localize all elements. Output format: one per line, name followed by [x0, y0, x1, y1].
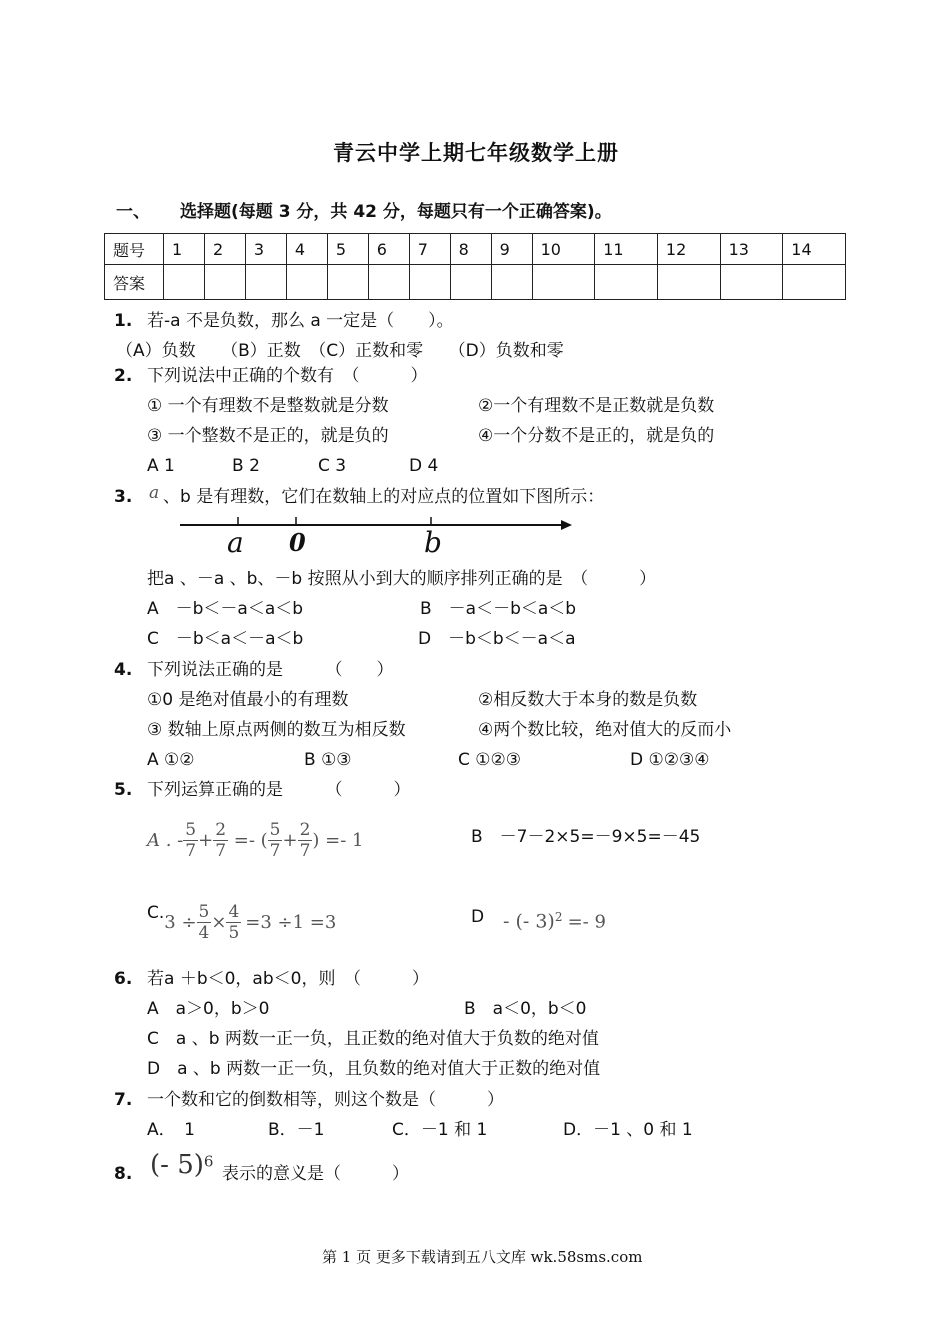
q5-a-plus: +	[198, 830, 214, 851]
q6-stem: 若a ＋b＜0，ab＜0，则 （ ）	[147, 969, 429, 989]
answer-cell[interactable]	[204, 265, 245, 300]
fraction-denominator: 4	[198, 923, 210, 943]
fraction-numerator: 4	[228, 902, 240, 922]
q4-option-a: A ①②	[147, 750, 195, 770]
answer-table-answer-row	[105, 265, 846, 300]
q2-stem: 下列说法中正确的个数有 （ ）	[147, 366, 428, 386]
q3-number: 3.	[114, 487, 133, 507]
answer-table	[104, 233, 846, 300]
answer-table-number: 7	[409, 234, 450, 265]
answer-table-number: 12	[657, 234, 720, 265]
q5-a-fraction-1	[183, 820, 198, 861]
q5-option-d	[503, 910, 606, 932]
q5-c-tail: =3 ÷1 =3	[245, 912, 337, 933]
q4-statement-3: ③ 数轴上原点两侧的数互为相反数	[147, 720, 406, 740]
q6-option-b: B a＜0，b＜0	[464, 999, 587, 1019]
q2-statement-1: ① 一个有理数不是整数就是分数	[147, 396, 389, 416]
q4-statement-4: ④两个数比较，绝对值大的反而小	[478, 720, 732, 740]
q2-statement-4: ④一个分数不是正的，就是负的	[478, 426, 715, 446]
q5-option-c	[147, 902, 336, 943]
answer-table-answer-label: 答案	[105, 265, 164, 300]
q2-statement-2: ②一个有理数不是正数就是负数	[478, 396, 715, 416]
fraction-denominator: 7	[299, 841, 311, 861]
fraction-numerator: 2	[299, 820, 311, 840]
fraction-denominator: 7	[215, 841, 227, 861]
answer-cell[interactable]	[368, 265, 409, 300]
q4-option-c: C ①②③	[458, 750, 521, 770]
q5-c-times: ×	[211, 912, 227, 933]
q8-exponent: 6	[203, 1152, 214, 1171]
q7-stem: 一个数和它的倒数相等，则这个数是（ ）	[147, 1090, 504, 1110]
q6-option-c: C a 、b 两数一正一负，且正数的绝对值大于负数的绝对值	[147, 1029, 599, 1049]
q4-option-d: D ①②③④	[630, 750, 710, 770]
q7-option-c: C．－1 和 1	[392, 1120, 488, 1140]
answer-table-number: 6	[368, 234, 409, 265]
q5-c-fraction-1	[197, 902, 212, 943]
answer-cell[interactable]	[657, 265, 720, 300]
q5-a-plus-2: +	[282, 830, 298, 851]
q2-statement-3: ③ 一个整数不是正的，就是负的	[147, 426, 389, 446]
fraction-denominator: 5	[228, 923, 240, 943]
q7-number: 7.	[114, 1090, 133, 1110]
q4-stem: 下列说法正确的是 （ ）	[147, 660, 394, 680]
q1-stem: 若-a 不是负数，那么 a 一定是（ ）。	[147, 311, 454, 331]
answer-table-number: 4	[286, 234, 327, 265]
q5-number: 5.	[114, 780, 133, 800]
q3-option-d: D －b＜b＜－a＜a	[418, 629, 576, 649]
q8-stem: 表示的意义是（ ）	[222, 1164, 409, 1184]
q5-c-fraction-2	[226, 902, 241, 943]
q7-option-d: D．－1 、0 和 1	[563, 1120, 693, 1140]
q5-stem: 下列运算正确的是 （ ）	[147, 780, 411, 800]
axis-label-a: a	[227, 526, 244, 559]
answer-cell[interactable]	[409, 265, 450, 300]
q3-ask: 把a 、－a 、b、－b 按照从小到大的顺序排列正确的是 （ ）	[147, 569, 657, 589]
q5-a-fraction-2	[213, 820, 228, 861]
q6-number: 6.	[114, 969, 133, 989]
q3-option-b: B －a＜－b＜a＜b	[420, 599, 577, 619]
q5-a-eq-open: =- (	[228, 830, 268, 851]
answer-cell[interactable]	[595, 265, 658, 300]
answer-cell[interactable]	[532, 265, 595, 300]
q5-a-minus: -	[171, 830, 184, 851]
axis-label-0: 0	[289, 528, 306, 557]
number-line-arrow-icon	[561, 520, 572, 530]
q8-base: (- 5)	[150, 1150, 204, 1180]
fraction-denominator: 7	[185, 841, 197, 861]
answer-cell[interactable]	[327, 265, 368, 300]
answer-table-number: 9	[491, 234, 532, 265]
answer-table-header-row	[105, 234, 846, 265]
answer-cell[interactable]	[245, 265, 286, 300]
q8-number: 8.	[114, 1164, 133, 1184]
q5-option-b: B －7－2×5=－9×5=－45	[471, 827, 701, 847]
answer-table-number: 14	[783, 234, 846, 265]
q4-option-b: B ①③	[304, 750, 352, 770]
answer-cell[interactable]	[720, 265, 783, 300]
q2-option-a: A 1	[147, 456, 175, 476]
fraction-numerator: 5	[198, 902, 210, 922]
q5-d-exponent: 2	[554, 910, 563, 924]
answer-cell[interactable]	[450, 265, 491, 300]
fraction-numerator: 5	[185, 820, 197, 840]
q5-a-label: A .	[147, 830, 172, 851]
q5-d-expr: - (- 3)	[503, 910, 555, 933]
answer-cell[interactable]	[164, 265, 205, 300]
q5-option-a	[147, 820, 364, 861]
answer-table-number: 2	[204, 234, 245, 265]
q4-statement-1: ①0 是绝对值最小的有理数	[147, 690, 349, 710]
q6-option-a: A a＞0，b＞0	[147, 999, 270, 1019]
answer-cell[interactable]	[783, 265, 846, 300]
q8-expression	[150, 1150, 213, 1180]
answer-table-number: 8	[450, 234, 491, 265]
answer-cell[interactable]	[491, 265, 532, 300]
q4-number: 4.	[114, 660, 133, 680]
answer-table-number: 10	[532, 234, 595, 265]
q2-option-c: C 3	[318, 456, 347, 476]
q5-d-label: D	[471, 907, 485, 927]
q5-a-fraction-4	[298, 820, 313, 861]
q5-a-tail: ) =- 1	[312, 830, 364, 851]
q2-number: 2.	[114, 366, 133, 386]
fraction-numerator: 5	[269, 820, 281, 840]
q2-option-d: D 4	[409, 456, 439, 476]
q6-option-d: D a 、b 两数一正一负，且负数的绝对值大于正数的绝对值	[147, 1059, 601, 1079]
q7-option-b: B．－1	[268, 1120, 325, 1140]
q3-option-c: C －b＜a＜－a＜b	[147, 629, 304, 649]
q3-option-a: A －b＜－a＜a＜b	[147, 599, 304, 619]
page-title: 青云中学上期七年级数学上册	[333, 141, 619, 165]
q3-stem: 、b 是有理数，它们在数轴上的对应点的位置如下图所示：	[163, 487, 605, 507]
q1-number: 1.	[114, 311, 133, 331]
answer-table-number: 3	[245, 234, 286, 265]
q7-option-a: A． 1	[147, 1120, 195, 1140]
axis-label-b: b	[424, 526, 442, 559]
q2-option-b: B 2	[232, 456, 260, 476]
answer-table-number: 11	[595, 234, 658, 265]
answer-table-number: 1	[164, 234, 205, 265]
section-number: 一、	[116, 202, 150, 222]
fraction-denominator: 7	[269, 841, 281, 861]
q4-statement-2: ②相反数大于本身的数是负数	[478, 690, 698, 710]
answer-table-number: 5	[327, 234, 368, 265]
page-footer: 第 1 页 更多下载请到五八文库 wk.58sms.com	[322, 1248, 643, 1266]
q1-options: （A）负数 （B）正数 （C）正数和零 （D）负数和零	[116, 341, 564, 361]
q5-a-fraction-3	[268, 820, 283, 861]
answer-cell[interactable]	[286, 265, 327, 300]
answer-table-number: 13	[720, 234, 783, 265]
answer-table-header-label: 题号	[105, 234, 164, 265]
q3-variable-a: a	[149, 483, 160, 503]
q5-c-label: C.	[147, 903, 165, 923]
section-heading: 选择题(每题 3 分，共 42 分，每题只有一个正确答案)。	[180, 202, 612, 222]
q5-d-tail: =- 9	[567, 911, 606, 933]
q5-c-three-div: 3 ÷	[164, 912, 197, 933]
fraction-numerator: 2	[215, 820, 227, 840]
